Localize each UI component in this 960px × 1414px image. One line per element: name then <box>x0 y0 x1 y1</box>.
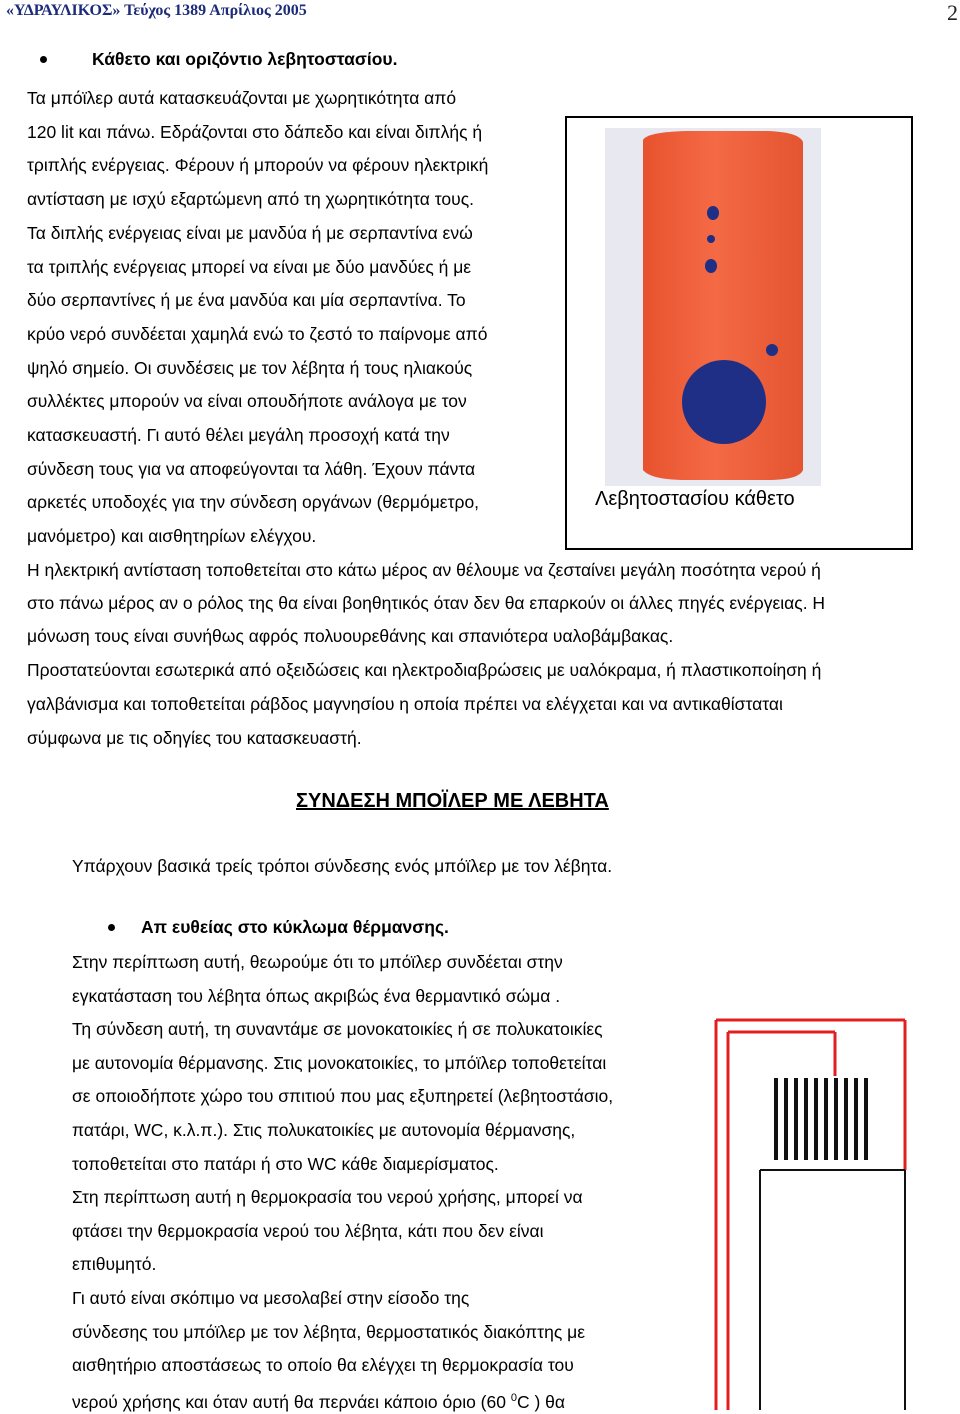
inspection-flange-icon <box>682 360 766 444</box>
boiler-figure <box>565 116 913 550</box>
text-line: Η ηλεκτρική αντίσταση τοποθετείται στο κάτω μέρος αν θέλουμε να ζεσταίνει μεγάλη ποσότητα νερού ή <box>27 560 821 580</box>
text-line: φτάσει την θερμοκρασία νερού του λέβητα, κάτι που δεν είναι <box>72 1220 544 1241</box>
text-line: μανόμετρο) και αισθητηρίων ελέγχου. <box>27 526 317 547</box>
page-number: 2 <box>947 0 958 25</box>
text-line: μόνωση τους είναι συνήθως αφρός πολυουρεθάνης και σπανιότερα υαλοβάμβακας. <box>27 626 674 646</box>
text-line: κρύο νερό συνδέεται χαμηλά ενώ το ζεστό το παίρνομε από <box>27 323 488 344</box>
text-line: τοποθετείται στο πατάρι ή στο WC κάθε διαμερίσματος. <box>72 1153 499 1174</box>
text-line: εγκατάσταση του λέβητα όπως ακριβώς ένα θερμαντικό σώμα . <box>72 985 561 1006</box>
paragraph-last-line <box>72 1388 565 1412</box>
text-line: Τα διπλής ενέργειας είναι με μανδύα ή με σερπαντίνα ενώ <box>27 222 473 243</box>
text-line: σύνδεσης του μπόϊλερ με τον λέβητα, θερμοστατικός διακόπτης με <box>72 1321 586 1342</box>
red-supply-pipes <box>716 1020 905 1410</box>
text-line: ψηλό σημείο. Οι συνδέσεις με τον λέβητα ή τους ηλιακούς <box>27 357 473 378</box>
figure-caption: Λεβητοστασίου κάθετο <box>595 488 795 510</box>
port-icon <box>766 344 778 356</box>
text-line: με αυτονομία θέρμανσης. Στις μονοκατοικίες, το μπόϊλερ τοποθετείται <box>72 1052 607 1073</box>
text-line: αντίσταση με ισχύ εξαρτώμενη από τη χωρητικότητα τους. <box>27 189 474 210</box>
text-line: επιθυμητό. <box>72 1254 157 1275</box>
text-line: Γι αυτό είναι σκόπιμο να μεσολαβεί στην είσοδο της <box>72 1288 470 1308</box>
section-heading: ΣΥΝΔΕΣΗ ΜΠΟΪΛΕΡ ΜΕ ΛΕΒΗΤΑ <box>296 790 609 812</box>
degree-superscript: 0 <box>510 1392 517 1404</box>
text-line: πατάρι, WC, κ.λ.π.). Στις πολυκατοικίες με αυτονομία θέρμανσης, <box>72 1120 576 1140</box>
return-pipes <box>760 1170 905 1410</box>
bullet-dot <box>108 924 115 931</box>
text-line: τα τριπλής ενέργειας μπορεί να είναι με δύο μανδύες ή με <box>27 256 472 277</box>
last-line-end: C ) θα <box>516 1391 566 1412</box>
radiator-icon <box>776 1078 866 1160</box>
text-line: τριπλής ενέργειας. Φέρουν ή μπορούν να φέρουν ηλεκτρική <box>27 155 489 176</box>
text-line: κατασκευαστή. Γι αυτό θέλει μεγάλη προσοχή κατά την <box>27 425 450 445</box>
subsection-bullet-title: Απ ευθείας στο κύκλωμα θέρμανσης. <box>141 917 449 937</box>
bullet-dot <box>40 56 47 63</box>
text-line: Τα μπόϊλερ αυτά κατασκευάζονται με χωρητικότητα από <box>27 88 457 108</box>
text-line: 120 lit και πάνω. Εδράζονται στο δάπεδο και είναι διπλής ή <box>27 121 483 142</box>
port-icon <box>705 259 717 273</box>
text-line: συλλέκτες μπορούν να είναι οπουδήποτε ανάλογα με τον <box>27 391 467 412</box>
section-bullet-title: Κάθετο και οριζόντιο λεβητοστασίου. <box>92 49 398 69</box>
text-line: στο πάνω μέρος αν ο ρόλος της θα είναι βοηθητικός όταν δεν θα επαρκούν οι άλλες πηγές ενέργειας. Η <box>27 593 826 613</box>
heating-circuit-diagram <box>700 870 930 1414</box>
text-line: Στη περίπτωση αυτή η θερμοκρασία του νερού χρήσης, μπορεί να <box>72 1187 583 1208</box>
text-line: Στην περίπτωση αυτή, θεωρούμε ότι το μπόϊλερ συνδέεται στην <box>72 952 563 972</box>
text-line: αισθητήριο αποστάσεως το οποίο θα ελέγχει τη θερμοκρασία του <box>72 1355 574 1376</box>
text-line: Προστατεύονται εσωτερικά από οξειδώσεις και ηλεκτροδιαβρώσεις με υαλόκραμα, ή πλαστικοποίηση ή <box>27 660 822 680</box>
text-line: σε οποιοδήποτε χώρο του σπιτιού που μας εξυπηρετεί (λεβητοστάσιο, <box>72 1086 614 1107</box>
text-line: σύνδεση τους για να αποφεύγονται τα λάθη. Έχουν πάντα <box>27 458 476 479</box>
text-line: γαλβάνισμα και τοποθετείται ράβδος μαγνησίου η οποία πρέπει να ελέγχεται και να αντικαθίσταται <box>27 694 783 714</box>
text-line: δύο σερπαντίνες ή με ένα μανδύα και μία σερπαντίνα. Το <box>27 290 466 311</box>
running-header: «ΥΔΡΑΥΛΙΚΟΣ» Τεύχος 1389 Απρίλιος 2005 <box>6 2 307 19</box>
port-icon <box>707 206 719 220</box>
vertical-boiler-illustration <box>567 118 911 548</box>
section-intro: Υπάρχουν βασικά τρείς τρόποι σύνδεσης ενός μπόϊλερ με τον λέβητα. <box>72 856 613 876</box>
text-line: σύμφωνα με τις οδηγίες του κατασκευαστή. <box>27 728 362 748</box>
port-icon <box>707 235 715 243</box>
last-line-text: νερού χρήσης και όταν αυτή θα περνάει κάποιο όριο (60 <box>72 1391 511 1412</box>
text-line: αρκετές υποδοχές για την σύνδεση οργάνων (θερμόμετρο, <box>27 492 480 513</box>
text-line: Τη σύνδεση αυτή, τη συναντάμε σε μονοκατοικίες ή σε πολυκατοικίες <box>72 1019 603 1040</box>
